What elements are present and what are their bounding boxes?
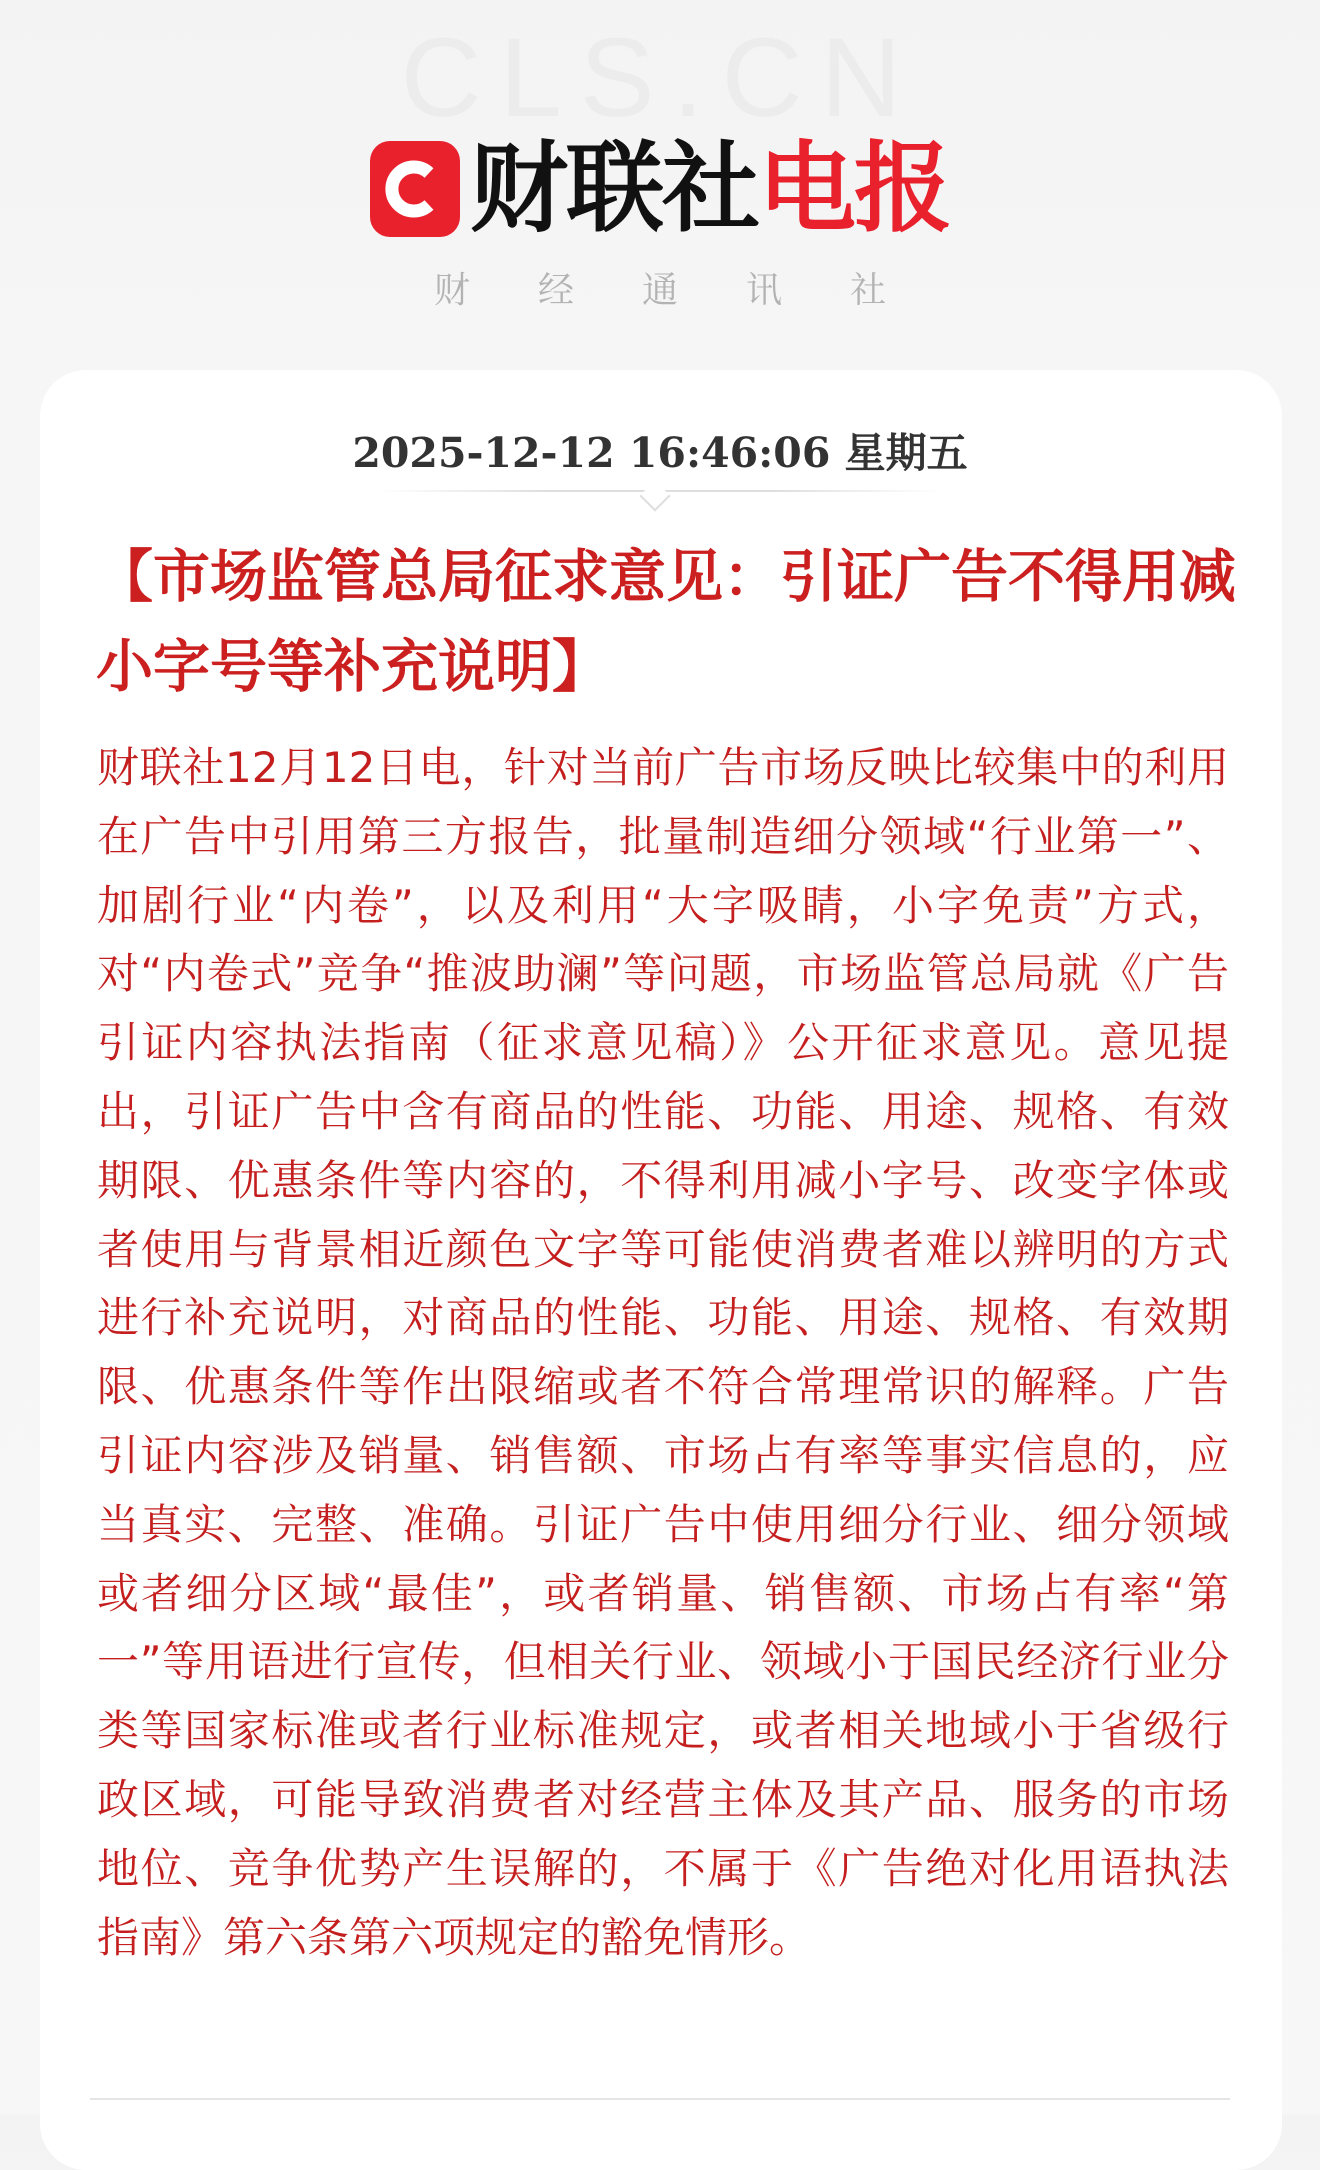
watermark-text: CLS.CN — [400, 15, 920, 140]
brand-name: 财联社 — [469, 132, 758, 246]
brand-logo — [0, 132, 1320, 246]
c-logo-icon — [370, 141, 460, 237]
brand-accent: 电报 — [758, 132, 951, 246]
brand-tagline: 财经通讯社 — [433, 270, 954, 311]
bottom-divider — [90, 2098, 1230, 2100]
publish-datetime: 2025-12-12 16:46:06 星期五 — [352, 429, 968, 477]
article-body: 财联社12月12日电，针对当前广告市场反映比较集中的利用在广告中引用第三方报告，批量制造细分领域“行业第一”、加剧行业“内卷”，以及利用“大字吸睛，小字免责”方式，对“内卷式”竞争“推波助澜”等问题，市场监管总局就《广告引证内容执法指南（征求意见稿）》公开征求意见。意见提出，引证广告中含有商品的性能、功能、用途、规格、有效期限、优惠条件等内容的，不得利用减小字号、改变字体或者使用与背景相近颜色文字等可能使消费者难以辨明的方式进行补充说明，对商品的性能、功能、用途、规格、有效期限、优惠条件等作出限缩或者不符合常理常识的解释。广告引证内容涉及销量、销售额、市场占有率等事实信息的，应当真实、完整、准确。引证广告中使用细分行业、细分领域或者细分区域“最佳”，或者销量、销售额、市场占有率“第一”等用语进行宣传，但相关行业、领域小于国民经济行业分类等国家标准或者行业标准规定，或者相关地域小于省级行政区域，可能导致消费者对经营主体及其产品、服务的市场地位、竞争优势产生误解的，不属于《广告绝对化用语执法指南》第六条第六项规定的豁免情形。 — [97, 743, 1229, 1962]
article-title: 【市场监管总局征求意见：引证广告不得用减小字号等补充说明】 — [96, 543, 1236, 700]
